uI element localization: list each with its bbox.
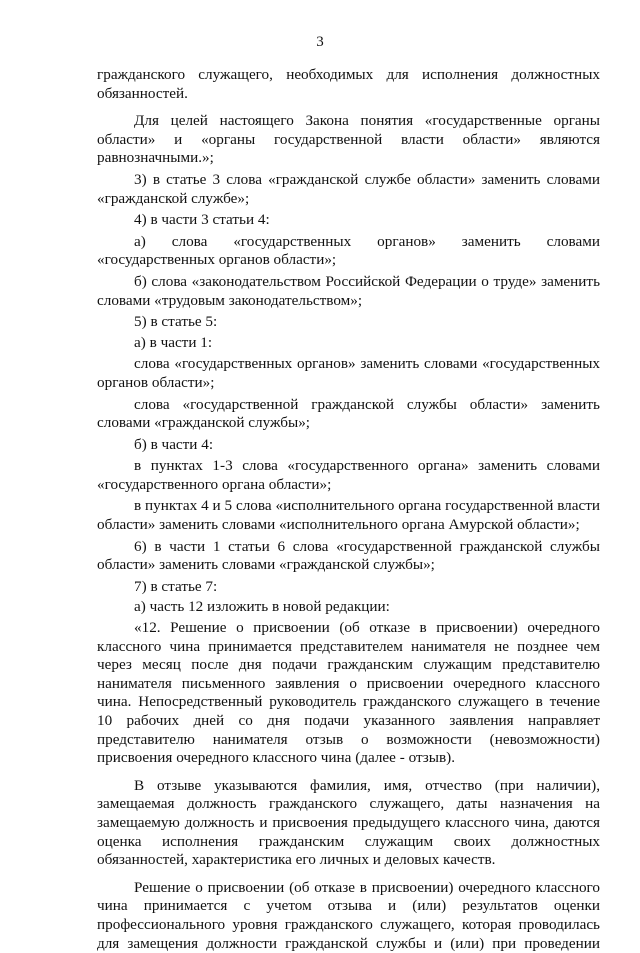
paragraph: а) в части 1: xyxy=(134,333,213,351)
paragraph: Решение о присвоении (об отказе в присвоении) очередного классного чина принимается с учетом отзыва и (или) результатов оценки профессионального уровня гражданского служащего, которая проводилась для замещения должности гражданской службы и (или) при проведении xyxy=(97,878,600,952)
paragraph: в пунктах 1-3 слова «государственного органа» заменить словами «государственного органа области»; xyxy=(97,457,600,493)
paragraph: б) в части 4: xyxy=(134,435,214,453)
paragraph: В отзыве указываются фамилия, имя, отчество (при наличии), замещаемая должность гражданского служащего, даты назначения на замещаемую должность и присвоения предыдущего классного чина, даются оценка исполнения гражданским служащим своих должностных обязанностей, характеристика его личных и деловых качеств. xyxy=(97,776,600,869)
paragraph: 4) в части 3 статьи 4: xyxy=(134,211,270,229)
paragraph: 7) в статье 7: xyxy=(134,577,218,595)
paragraph: 5) в статье 5: xyxy=(134,313,218,331)
paragraph: слова «государственных органов» заменить словами «государственных органов области»; xyxy=(97,355,600,391)
paragraph: б) слова «законодательством Российской Федерации о труде» заменить словами «трудовым законодательством»; xyxy=(97,272,600,309)
paragraph: «12. Решение о присвоении (об отказе в присвоении) очередного классного чина принимается представителем нанимателя не позднее чем через месяц после дня подачи гражданским служащим представителю нанимателя письменного заявления о присвоении очередного классного чина. Непосредственный руководитель гражданского служащего в течение 10 рабочих дней со дня подачи указанного заявления направляет представителю нанимателя отзыв о возможности (невозможности) присвоения очередного классного чина (далее - отзыв). xyxy=(97,619,600,767)
paragraph: а) слова «государственных органов» заменить словами «государственных органов области»; xyxy=(97,232,600,269)
paragraph: гражданского служащего, необходимых для исполнения должностных обязанностей. xyxy=(97,66,600,102)
paragraph: в пунктах 4 и 5 слова «исполнительного органа государственной власти области» заменить словами «исполнительного органа Амурской области»; xyxy=(97,497,600,534)
paragraph: слова «государственной гражданской службы области» заменить словами «гражданской службы»; xyxy=(97,395,600,432)
paragraph: Для целей настоящего Закона понятия «государственные органы области» и «органы государственной власти области» являются равнозначными.»; xyxy=(97,112,600,167)
document-body xyxy=(97,66,600,953)
page-number: 3 xyxy=(316,34,324,50)
paragraph: 6) в части 1 статьи 6 слова «государственной гражданской службы области» заменить словами «гражданской службы»; xyxy=(97,537,600,574)
paragraph: 3) в статье 3 слова «гражданской службе области» заменить словами «гражданской службе»; xyxy=(97,170,600,207)
paragraph: а) часть 12 изложить в новой редакции: xyxy=(134,598,390,616)
